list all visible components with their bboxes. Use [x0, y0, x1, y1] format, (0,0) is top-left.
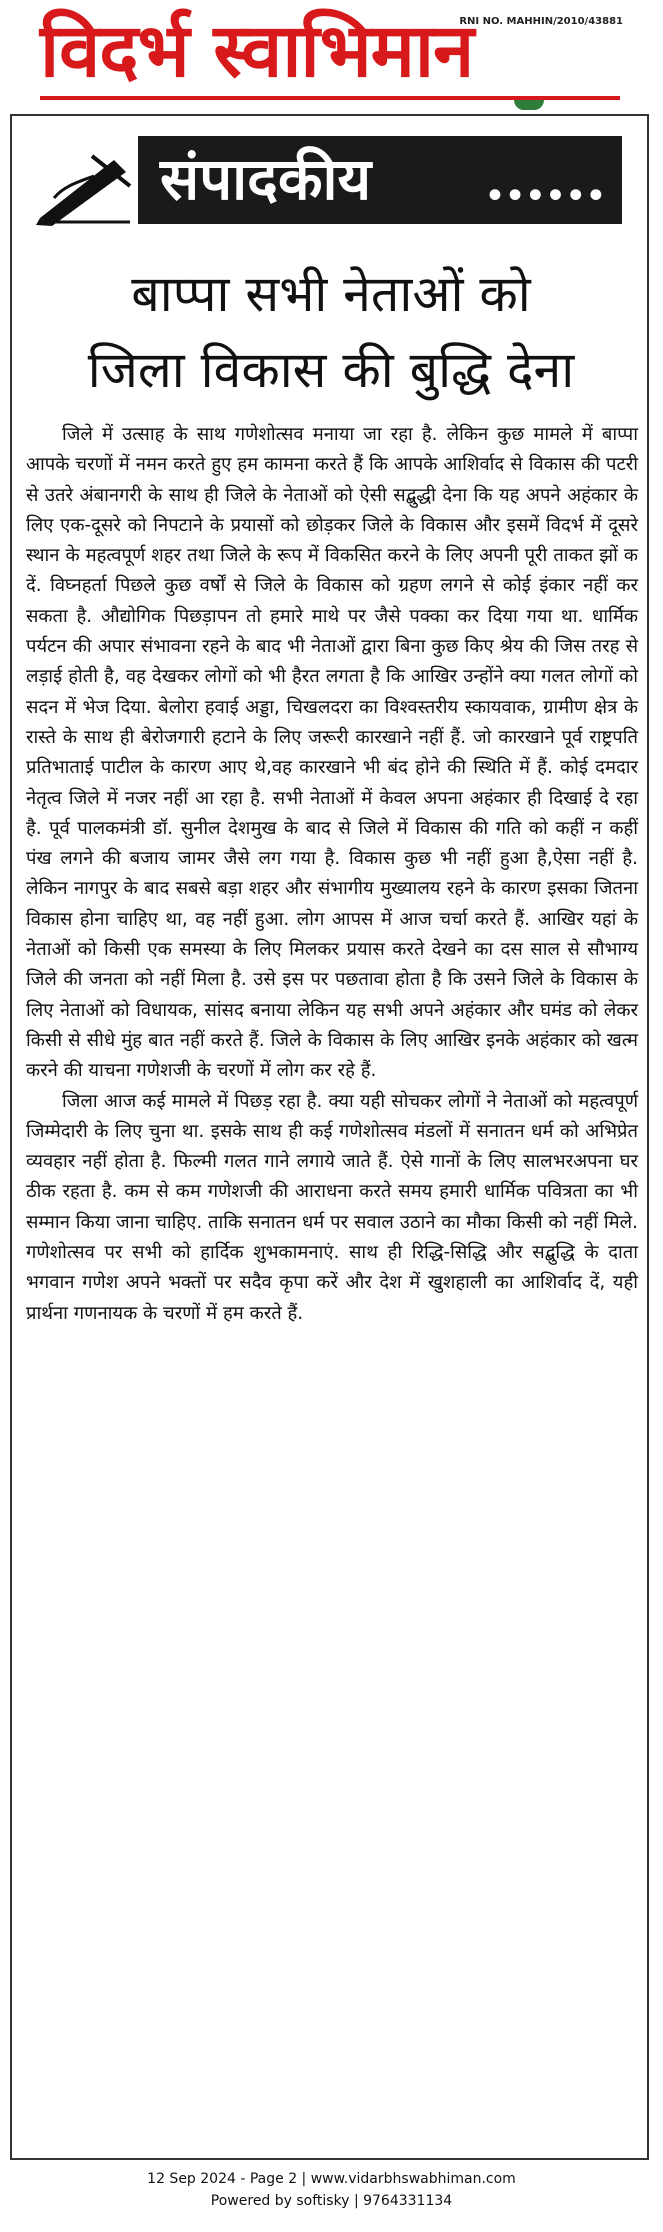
pen-nib-icon: [34, 146, 134, 226]
rni-number: RNI NO. MAHHIN/2010/43881: [459, 16, 623, 27]
footer-powered-by: Powered by softisky | 9764331134: [210, 2193, 453, 2209]
editorial-banner: [30, 132, 630, 228]
emblem-icon: [514, 100, 544, 110]
newspaper-logo: विदर्भ स्वाभिमान: [40, 8, 474, 94]
article-paragraph-2: जिला आज कई मामले में पिछड़ रहा है. क्या यही सोचकर लोगों ने नेताओं को महत्वपूर्ण जिम्मेदारी के लिए चुना था. इसके साथ ही कई गणेशोत्सव मंडलों में सनातन धर्म को अभिप्रेत व्यवहार नहीं होता है. फिल्मी गलत गाने लगाये जाते हैं. ऐसे गानों के लिए सालभरअपना घर ठीक रहता है. कम से कम गणेशजी की आराधना करते समय हमारी धार्मिक पवित्रता का भी सम्मान किया जाना चाहिए. ताकि सनातन धर्म पर सवाल उठाने का मौका किसी को नहीं मिले. गणेशोत्सव पर सभी को हार्दिक शुभकामनाएं. साथ ही रिद्धि-सिद्धि और सद्बुद्धि के दाता भगवान गणेश अपने भक्तों पर सदैव कृपा करें और देश में खुशहाली का आशिर्वाद दें, यही प्रार्थना गणनायक के चरणों में हम करते हैं.: [26, 1090, 638, 1324]
page-footer: [0, 2168, 663, 2212]
banner-label: संपादकीय: [160, 145, 372, 213]
footer-date-site: 12 Sep 2024 - Page 2 | www.vidarbhswabhiman.com: [147, 2171, 516, 2187]
masthead: [0, 0, 663, 110]
banner-dots: ......: [484, 145, 606, 213]
editorial-frame: [10, 114, 649, 2160]
article-body: [26, 420, 638, 1329]
headline: [26, 256, 636, 408]
article-paragraph-1: जिले में उत्साह के साथ गणेशोत्सव मनाया जा रहा है. लेकिन कुछ मामले में बाप्पा आपके चरणों में नमन करते हुए हम कामना करते हैं कि आपके आशिर्वाद से विकास की पटरी से उतरे अंबानगरी के साथ ही जिले के नेताओं को ऐसी सद्बुद्धी देना कि यह अपने अहंकार के लिए एक-दूसरे को निपटाने के प्रयासों को छोड़कर जिले के विकास और इसमें विदर्भ में दूसरे स्थान के महत्वपूर्ण शहर तथा जिले के रूप में विकसित करने के लिए अपनी पूरी ताकत झों क दें. विघ्नहर्ता पिछले कुछ वर्षों से जिले के विकास को ग्रहण लगने से कोई इंकार नहीं कर सकता है. औद्योगिक पिछड़ापन तो हमारे माथे पर जैसे पक्का कर दिया गया था. धार्मिक पर्यटन की अपार संभावना रहने के बाद भी नेताओं द्वारा बिना कुछ किए श्रेय की जिस तरह से लड़ाई होती है, वह देखकर लोगों को भी हैरत लगता है कि आखिर उन्होंने क्या गलत लोगों को सदन में भेज दिया. बेलोरा हवाई अड्डा, चिखलदरा का विश्वस्तरीय स्कायवाक, ग्रामीण क्षेत्र के रास्ते के साथ ही बेरोजगारी हटाने के लिए जरूरी कारखाने नहीं हैं. जो कारखाने पूर्व राष्ट्रपति प्रतिभाताई पाटील के कारण आए थे,वह कारखाने भी बंद होने की स्थिति में हैं. कोई दमदार नेतृत्व जिले में नजर नहीं आ रहा है. सभी नेताओं में केवल अपना अहंकार ही दिखाई दे रहा है. पूर्व पालकमंत्री डॉ. सुनील देशमुख के बाद से जिले में विकास की गति को कहीं न कहीं पंख लगने की बजाय जामर जैसे लग गया है. विकास कुछ भी नहीं हुआ है,ऐसा नहीं है. लेकिन नागपुर के बाद सबसे बड़ा शहर और संभागीय मुख्यालय रहने के कारण इसका जितना विकास होना चाहिए था, वह नहीं हुआ. लोग आपस में आज चर्चा करते हैं. आखिर यहां के नेताओं को किसी एक समस्या के लिए मिलकर प्रयास करते देखने का दस साल से सौभाग्य जिले की जनता को नहीं मिला है. उसे इस पर पछतावा होता है कि उसने जिले के विकास के लिए नेताओं को विधायक, सांसद बनाया लेकिन यह सभी अपने अहंकार और घमंड को लेकर किसी से सीधे मुंह बात नहीं करते हैं. जिले के विकास के लिए आखिर इनके अहंकार को खत्म करने की याचना गणेशजी के चरणों में लोग कर रहे हैं.: [26, 424, 638, 1082]
headline-line-2: जिला विकास की बुद्धि देना: [87, 341, 575, 399]
banner-label-box: [138, 136, 622, 224]
headline-line-1: बाप्पा सभी नेताओं को: [131, 265, 531, 323]
